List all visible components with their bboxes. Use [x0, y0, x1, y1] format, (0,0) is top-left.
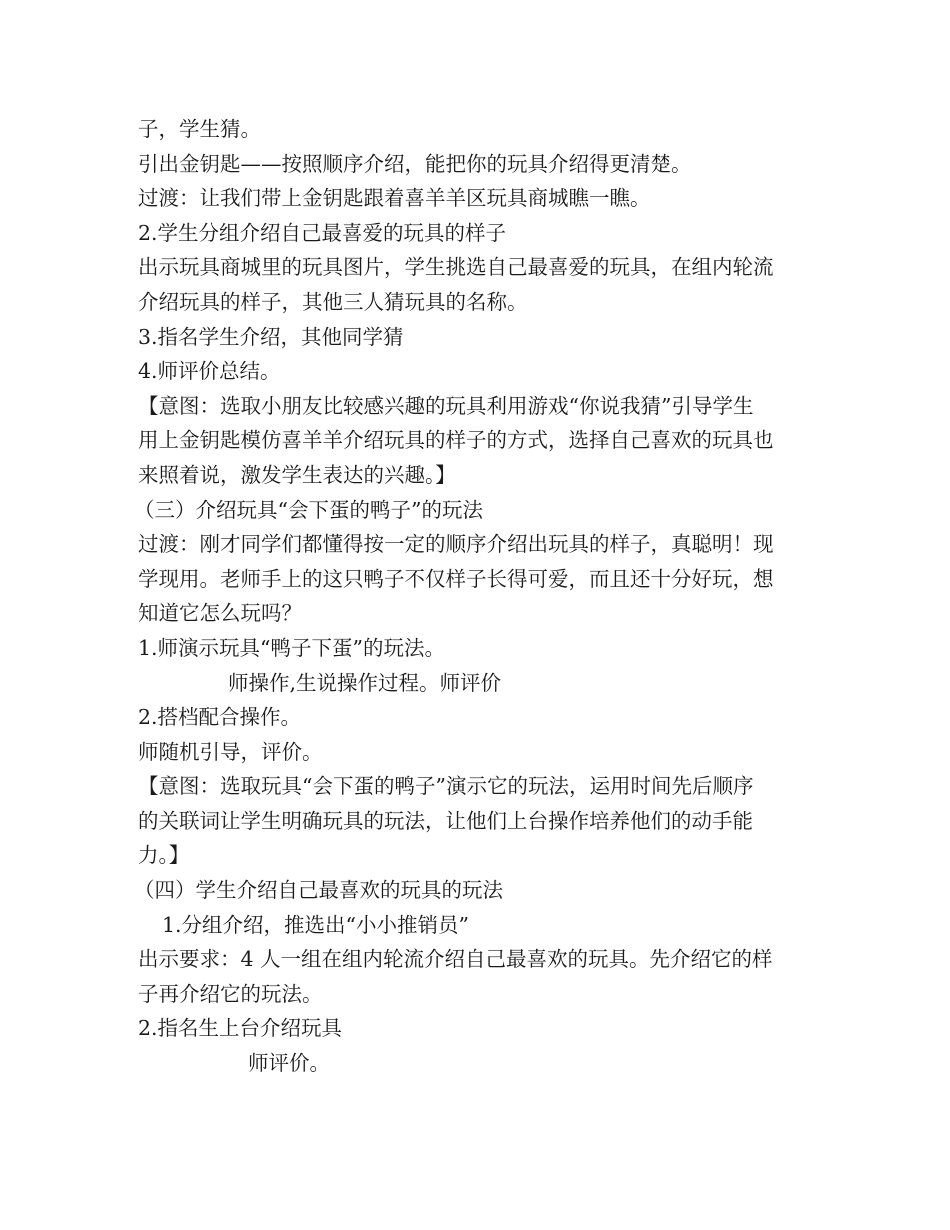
text-line: 知道它怎么玩吗？	[138, 601, 302, 626]
text-line: 师随机引导，评价。	[138, 739, 323, 764]
section-heading: （四）学生介绍自己最喜欢的玩具的玩法	[134, 878, 503, 903]
text-line: 学现用。老师手上的这只鸭子不仅样子长得可爱，而且还十分好玩，想	[138, 566, 774, 591]
text-line: 1.分组介绍，推选出“小小推销员”	[162, 912, 470, 937]
text-line: 2.指名生上台介绍玩具	[138, 1016, 343, 1041]
intent-note-line: 的关联词让学生明确玩具的玩法，让他们上台操作培养他们的动手能	[138, 808, 753, 833]
text-line: 师操作,生说操作过程。师评价	[228, 670, 502, 695]
text-line: 介绍玩具的样子，其他三人猜玩具的名称。	[138, 289, 528, 314]
text-line: 师评价。	[248, 1051, 330, 1076]
intent-note-line: 力。】	[138, 843, 190, 868]
text-line: 出示要求：4 人一组在组内轮流介绍自己最喜欢的玩具。先介绍它的样	[138, 947, 773, 972]
text-line: 引出金钥匙——按照顺序介绍，能把你的玩具介绍得更清楚。	[138, 151, 692, 176]
text-line: 2.搭档配合操作。	[138, 705, 302, 730]
section-heading: （三）介绍玩具“会下蛋的鸭子”的玩法	[134, 497, 483, 522]
text-line: 子，学生猜。	[138, 117, 261, 141]
text-line: 2.学生分组介绍自己最喜爱的玩具的样子	[138, 220, 507, 245]
text-line: 子再介绍它的玩法。	[138, 981, 323, 1006]
text-line: 4.师评价总结。	[138, 359, 281, 384]
text-line: 过渡：让我们带上金钥匙跟着喜羊羊区玩具商城瞧一瞧。	[138, 186, 651, 211]
intent-note-line: 用上金钥匙模仿喜羊羊介绍玩具的样子的方式，选择自己喜欢的玩具也	[138, 428, 774, 453]
document-body	[134, 112, 818, 1081]
intent-note-line: 【意图：选取玩具“会下蛋的鸭子”演示它的玩法，运用时间先后顺序	[138, 774, 754, 799]
text-line: 出示玩具商城里的玩具图片，学生挑选自己最喜爱的玩具，在组内轮流	[138, 255, 774, 280]
text-line: 1.师演示玩具“鸭子下蛋”的玩法。	[138, 635, 446, 660]
text-line: 3.指名学生介绍，其他同学猜	[138, 324, 404, 349]
intent-note-line: 【意图：选取小朋友比较感兴趣的玩具利用游戏“你说我猜”引导学生	[138, 393, 754, 418]
text-line: 过渡：刚才同学们都懂得按一定的顺序介绍出玩具的样子，真聪明！现	[138, 532, 774, 557]
intent-note-line: 来照着说，激发学生表达的兴趣。】	[138, 462, 456, 487]
